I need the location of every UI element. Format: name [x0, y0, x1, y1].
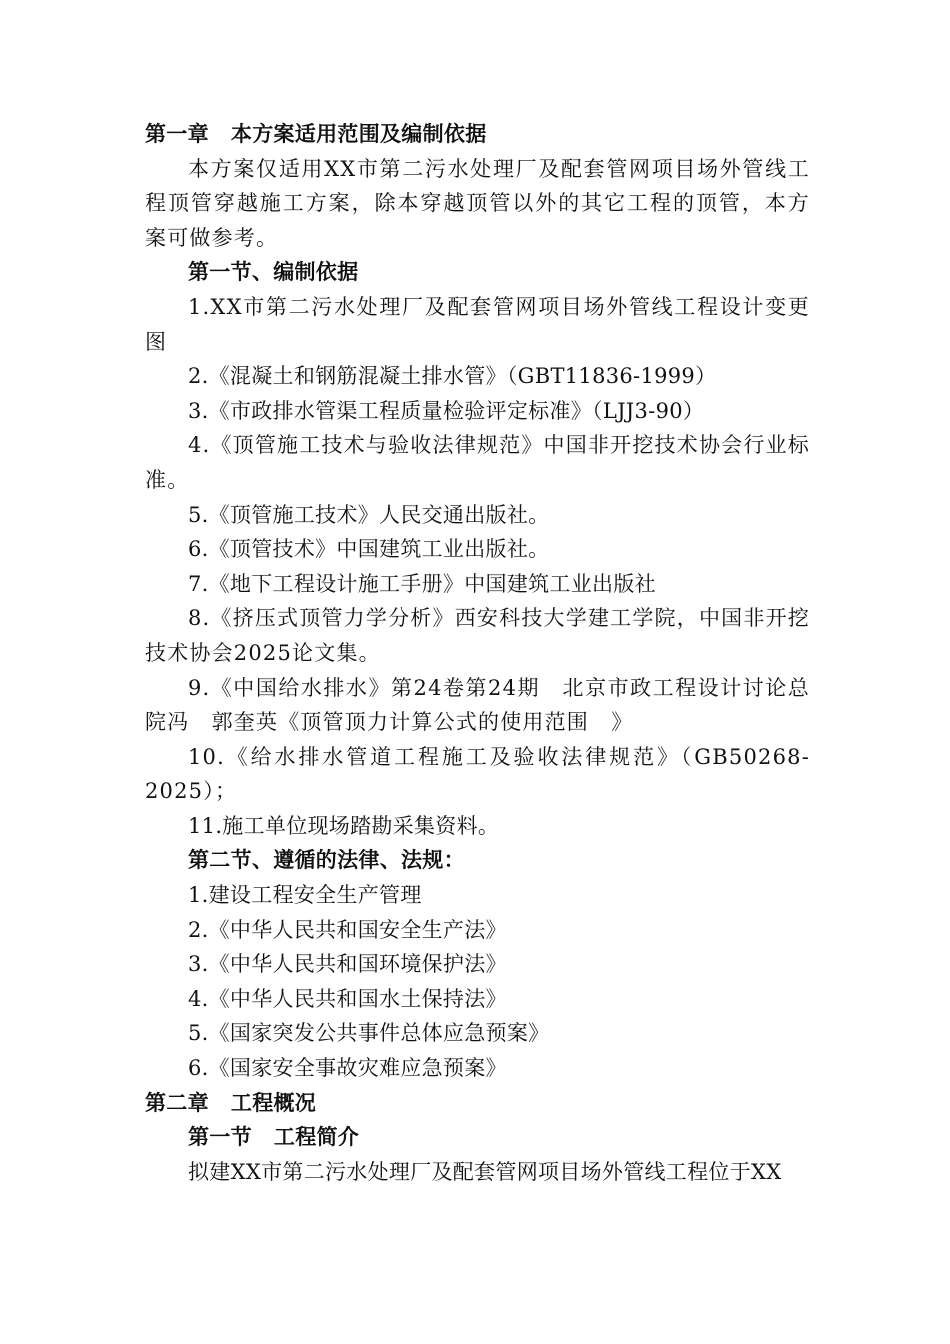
basis-item-1: 1.XX市第二污水处理厂及配套管网项目场外管线工程设计变更图	[145, 294, 810, 354]
section-2-heading: 第二节、遵循的法律、法规：	[188, 847, 465, 873]
law-item-3: 3.《中华人民共和国环境保护法》	[188, 952, 507, 977]
basis-item-11: 11.施工单位现场踏勘采集资料。	[188, 813, 500, 838]
chapter-2-section-1-number: 第一节	[188, 1124, 252, 1150]
chapter-2-section-1-title: 工程简介	[273, 1124, 360, 1150]
chapter-2-heading	[145, 1086, 810, 1121]
chapter-2-intro-paragraph: 拟建XX市第二污水处理厂及配套管网项目场外管线工程位于XX	[188, 1159, 782, 1184]
law-item-2: 2.《中华人民共和国安全生产法》	[188, 917, 507, 942]
law-item-6: 6.《国家安全事故灾难应急预案》	[188, 1056, 507, 1081]
basis-item-8: 8.《挤压式顶管力学分析》西安科技大学建工学院，中国非开挖技术协会2025论文集。	[145, 606, 810, 665]
chapter-2-number: 第二章	[145, 1089, 209, 1115]
basis-item-6: 6.《顶管技术》中国建筑工业出版社。	[188, 537, 550, 562]
chapter-2-section-1-heading	[145, 1120, 810, 1155]
basis-item-4: 4.《顶管施工技术与验收法律规范》中国非开挖技术协会行业标准。	[145, 433, 810, 492]
law-item-4: 4.《中华人民共和国水土保持法》	[188, 986, 507, 1011]
chapter-2-title: 工程概况	[230, 1089, 317, 1115]
chapter-1-heading	[145, 117, 810, 152]
chapter-1-title: 本方案适用范围及编制依据	[230, 121, 487, 146]
basis-item-2: 2.《混凝土和钢筋混凝土排水管》（GBT11836-1999）	[188, 364, 717, 389]
law-item-5: 5.《国家突发公共事件总体应急预案》	[188, 1021, 550, 1046]
basis-item-7: 7.《地下工程设计施工手册》中国建筑工业出版社	[188, 571, 656, 596]
law-item-1: 1.建设工程安全生产管理	[188, 883, 422, 908]
basis-item-10: 10.《给水排水管道工程施工及验收法律规范》（GB50268-2025）；	[145, 744, 810, 804]
basis-item-3: 3.《市政排水管渠工程质量检验评定标准》（LJJ3-90）	[188, 398, 705, 423]
basis-item-9: 9.《中国给水排水》第24卷第24期 北京市政工程设计讨论总院冯 郭奎英《顶管顶力计算公式的使用范围 》	[145, 675, 810, 735]
basis-item-5: 5.《顶管施工技术》人民交通出版社。	[188, 502, 550, 527]
section-1-heading: 第一节、编制依据	[188, 259, 359, 285]
chapter-1-number: 第一章	[145, 121, 209, 146]
document-body	[145, 117, 810, 1189]
chapter-1-intro-paragraph: 本方案仅适用XX市第二污水处理厂及配套管网项目场外管线工程顶管穿越施工方案，除本穿越顶管以外的其它工程的顶管，本方案可做参考。	[145, 156, 810, 250]
